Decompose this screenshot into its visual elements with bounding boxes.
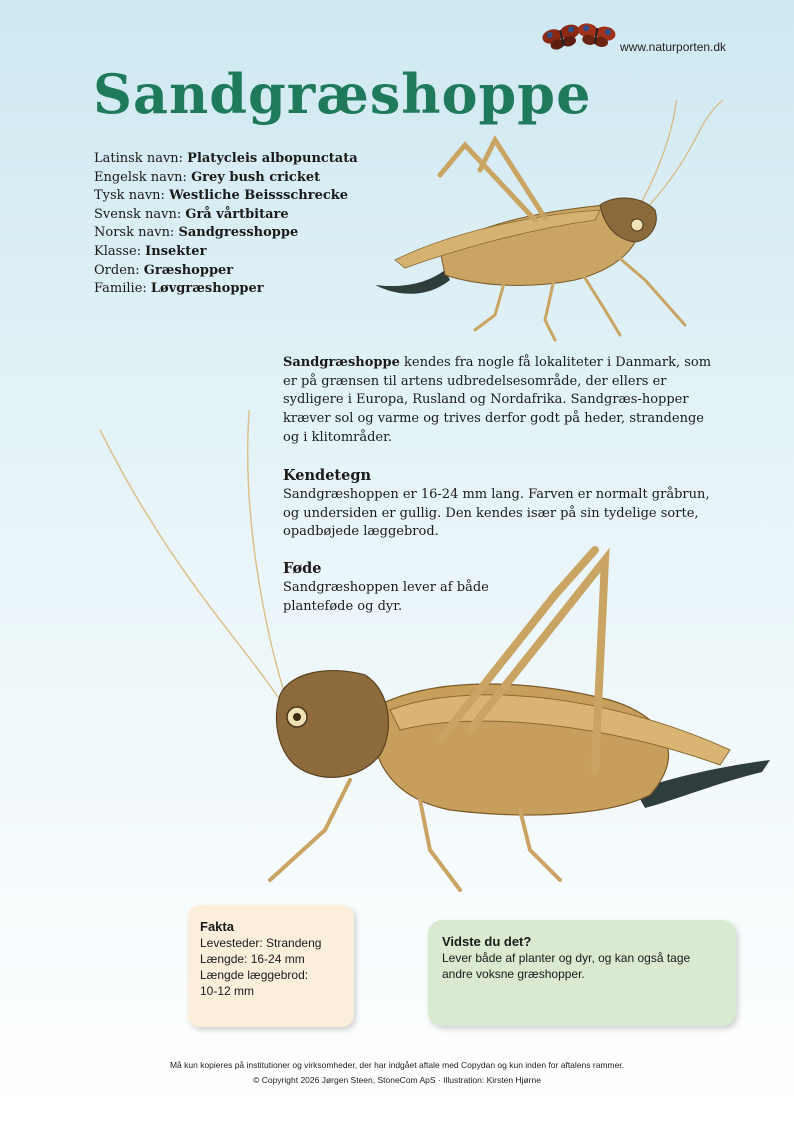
fode-heading: Føde [283,560,322,577]
kendetegn-heading: Kendetegn [283,467,372,484]
fakta-line: Levesteder: Strandeng [200,936,322,950]
name-row: Familie: Løvgræshopper [94,281,264,297]
name-row: Norsk navn: Sandgresshoppe [94,225,299,241]
fakta-line: 10-12 mm [200,984,255,998]
intro-paragraph: Sandgræshoppe kendes fra nogle få lokaliteter i Danmark, som er på grænsen til artens udbredelsesområde, der ellers er sydligere i Europa, Rusland og Nordafrika. Sandgræs-hopper kræver sol og varme og trives derfor godt på heder, strandenge og i klitområder. [283,355,712,445]
fakta-title: Fakta [200,919,234,934]
name-row: Engelsk navn: Grey bush cricket [94,169,321,185]
vidste-du-det-box [428,920,736,1026]
footer-copyright: © Copyright 2026 Jørgen Steen, StoneCom ApS · Illustration: Kirsten Hjørne [253,1075,541,1085]
fakta-line: Længde: 16-24 mm [200,952,305,966]
vidste-text: Lever både af planter og dyr, og kan også tage andre voksne græshopper. [442,951,691,981]
species-names-list [94,150,358,299]
fode-text: Sandgræshoppen lever af både planteføde og dyr. [283,580,489,614]
butterfly-logo-icon [540,18,620,58]
name-row: Latinsk navn: Platycleis albopunctata [94,151,358,166]
cricket-illustration-small [355,100,745,360]
name-row: Svensk navn: Grå vårtbitare [94,206,289,222]
page-title: Sandgræshoppe [93,62,592,126]
footer-license: Må kun kopieres på institutioner og virksomheder, der har indgået aftale med Copydan og kun inden for aftalens rammer. [169,1060,625,1070]
name-row: Klasse: Insekter [94,243,207,259]
cricket-illustration-large [90,410,790,910]
fakta-line: Længde læggebrod: [200,968,309,982]
fakta-box [188,905,354,1027]
name-row: Orden: Græshopper [94,262,234,278]
vidste-title: Vidste du det? [442,934,532,949]
name-row: Tysk navn: Westliche Beissschrecke [94,188,349,204]
kendetegn-text: Sandgræshoppen er 16-24 mm lang. Farven er normalt gråbrun, og undersiden er gullig. Den kendes især på sin tydelige sorte, opadbøjede læggebrod. [283,487,710,540]
site-url[interactable]: www.naturporten.dk [620,40,727,54]
